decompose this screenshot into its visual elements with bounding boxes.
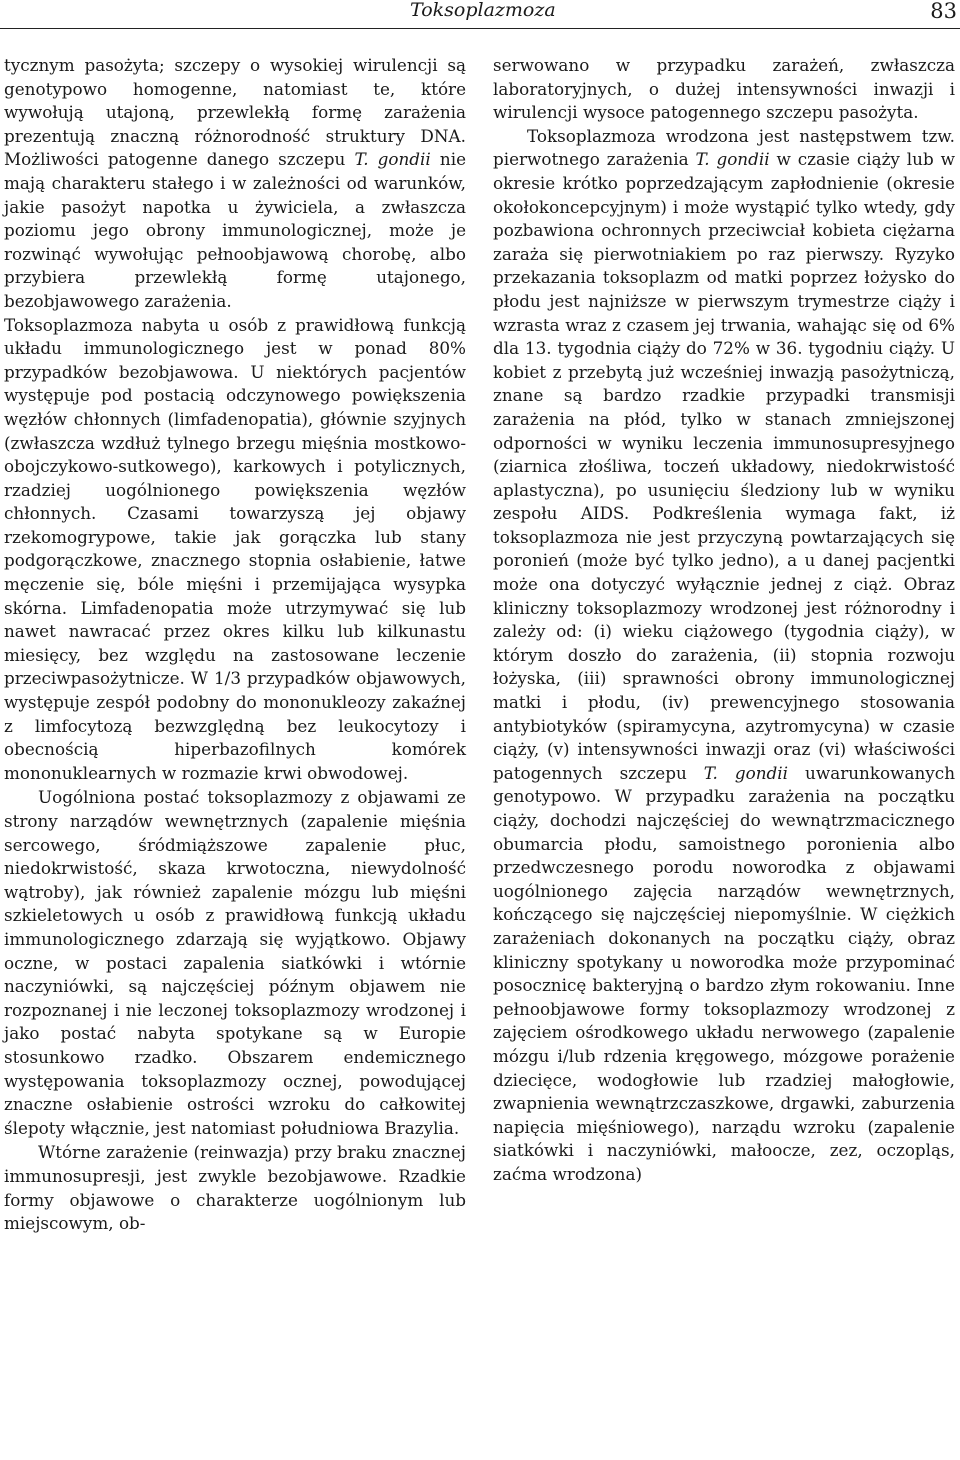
paragraph-text: tycznym pasożyta; szczepy o wysokiej wirulencji są genotypowo homogenne, natomiast te, które wywołują utajoną, przewlekłą formę zarażenia prezentują znaczną różnorodność struktury DNA. Możliwości patogenne danego szczepu (4, 55, 466, 170)
paragraph-text: uwarunkowanych genotypowo. W przypadku zarażenia na początku ciąży, dochodzi najczęściej do wewnątrzmacicznego obumarcia płodu, samoistnego poronienia albo przedwczesnego porodu noworodka z objawami uogólnionego zajęcia narządów wewnętrznych, kończącego się najczęściej niepomyślnie. W ciężkich zarażeniach dokonanych na początku ciąży, obraz kliniczny spotykany u noworodka może przypominać posocznicę bakteryjną o bardzo złym rokowaniu. Inne pełnoobjawowe formy toksoplazmozy wrodzonej z zajęciem ośrodkowego układu nerwowego (zapalenie mózgu i/lub rdzenia kręgowego, mózgowe porażenie dziecięce, wodogłowie lub rzadziej małogłowie, zwapnienia wewnątrzczaszkowe, drgawki, zaburzenia napięcia mięśniowego), narządu wzroku (zapalenie siatkówki i naczyniówki, małoocze, zez, oczopląs, zaćma wrodzona) (493, 762, 955, 1184)
header-rule (0, 28, 960, 29)
paragraph: Toksoplazmoza nabyta u osób z prawidłową funkcją układu immunologicznego jest w ponad 80% przypadków bezobjawowa. U niektórych pacjentów występuje pod postacią odczynowego powiększenia węzłów chłonnych (limfadenopatia), głównie szyjnych (zwłaszcza wzdłuż tylnego brzegu mięśnia mostkowo-obojczykowo-sutkowego), karkowych i potylicznych, rzadziej uogólnionego powiększenia węzłów chłonnych. Czasami towarzyszą jej objawy rzekomogrypowe, takie jak gorączka lub stany podgorączkowe, znacznego stopnia osłabienie, łatwe męczenie się, bóle mięśni i przemijająca wysypka skórna. Limfadenopatia może utrzymywać się lub nawet nawracać przez okres kilku lub kilkunastu miesięcy, bez względu na zastosowane leczenie przeciwpasożytnicze. W 1/3 przypadków objawowych, występuje zespół podobny do mononukleozy zakaźnej z limfocytozą bezwzględną bez leukocytozy i obecnością hiperbazofilnych komórek mononuklearnych w rozmazie krwi obwodowej. (4, 314, 466, 783)
paragraph: Wtórne zarażenie (reinwazja) przy braku znacznej immunosupresji, jest zwykle bezobjawowe. Rzadkie formy objawowe o charakterze uogólnionym lub miejscowym, ob- (4, 1142, 466, 1234)
paragraph: Uogólniona postać toksoplazmozy z objawami ze strony narządów wewnętrznych (zapalenie mięśnia sercowego, śródmiąższowe zapalenie płuc, niedokrwistość, skaza krwotoczna, niewydolność wątroby), jak również zapalenie mózgu lub mięśni szkieletowych u osób z prawidłową funkcją układu immunologicznego zdarzają się wyjątkowo. Objawy oczne, w postaci zapalenia siatkówki i wtórnie naczyniówki, są najczęściej późnym objawem nie rozpoznanej i nie leczonej toksoplazmozy wrodzonej i jako postać nabyta spotykane są w Europie stosunkowo rzadko. Obszarem endemicznego występowania toksoplazmozy ocznej, powodującej znaczne osłabienie ostrości wzroku do całkowitej ślepoty włącznie, jest natomiast południowa Brazylia. (4, 787, 466, 1138)
running-title: Toksoplazmoza (410, 0, 556, 21)
species-name: T. gondii (695, 149, 770, 170)
paragraph-text: nie mają charakteru stałego i w zależności od warunków, jakie pasożyt napotka u żywiciela, a zwłaszcza poziomu jego obrony immunologicznej, może je rozwinąć wywołując pełnoobjawową chorobę, albo przybiera przewlekłą formę utajonego, bezobjawowego zarażenia. (4, 149, 466, 311)
paragraph (493, 125, 955, 1187)
paragraph-text: w czasie ciąży lub w okresie krótko poprzedzającym zapłodnienie (okresie okołokoncepcyjnym) i może wystąpić tylko wtedy, gdy pozbawiona ochronnych przeciwciał kobieta ciężarna zaraża się pierwotniakiem po raz pierwszy. Ryzyko przekazania toksoplazm od matki poprzez łożysko do płodu jest najniższe w pierwszym trymestrze ciąży i wzrasta wraz z czasem jej trwania, wahając się od 6% dla 13. tygodnia ciąży do 72% w 36. tygodniu ciąży. U kobiet z przebytą już wcześniej inwazją pasożytniczą, znane są bardzo rzadkie przypadki transmisji zarażenia na płód, tylko w stanach zmniejszonej odporności w wyniku leczenia immunosupresyjnego (ziarnica złośliwa, toczeń układowy, niedokrwistość aplastyczna), po usunięciu śledziony lub w wyniku zespołu AIDS. Podkreślenia wymaga fakt, iż toksoplazmoza nie jest przyczyną powtarzających się poronień (może być tylko jedno), a u danej pacjentki może ona dotyczyć wyłącznie jednej z ciąż. Obraz kliniczny toksoplazmozy wrodzonej jest różnorodny i zależy od: (i) wieku ciążowego (tygodnia ciąży), w którym doszło do zarażenia, (ii) stopnia rozwoju łożyska, (iii) sprawności obrony immunologicznej matki i płodu, (iv) prewencyjnego stosowania antybiotyków (spiramycyna, azytromycyna) w czasie ciąży, (v) intensywności inwazji oraz (vi) właściwości patogennych szczepu (493, 149, 955, 783)
species-name: T. gondii (354, 149, 431, 170)
paragraph: serwowano w przypadku zarażeń, zwłaszcza laboratoryjnych, o dużej intensywności inwazji i wirulencji wysoce patogennego szczepu pasożyta. (493, 55, 955, 123)
paragraph (4, 54, 466, 314)
paragraph-text: Toksoplazmoza wrodzona jest następstwem tzw. pierwotnego zarażenia (493, 125, 955, 170)
left-column (4, 54, 466, 1236)
species-name: T. gondii (703, 762, 789, 783)
right-column (493, 54, 955, 1187)
page-number: 83 (930, 0, 957, 23)
page-header (0, 0, 960, 28)
